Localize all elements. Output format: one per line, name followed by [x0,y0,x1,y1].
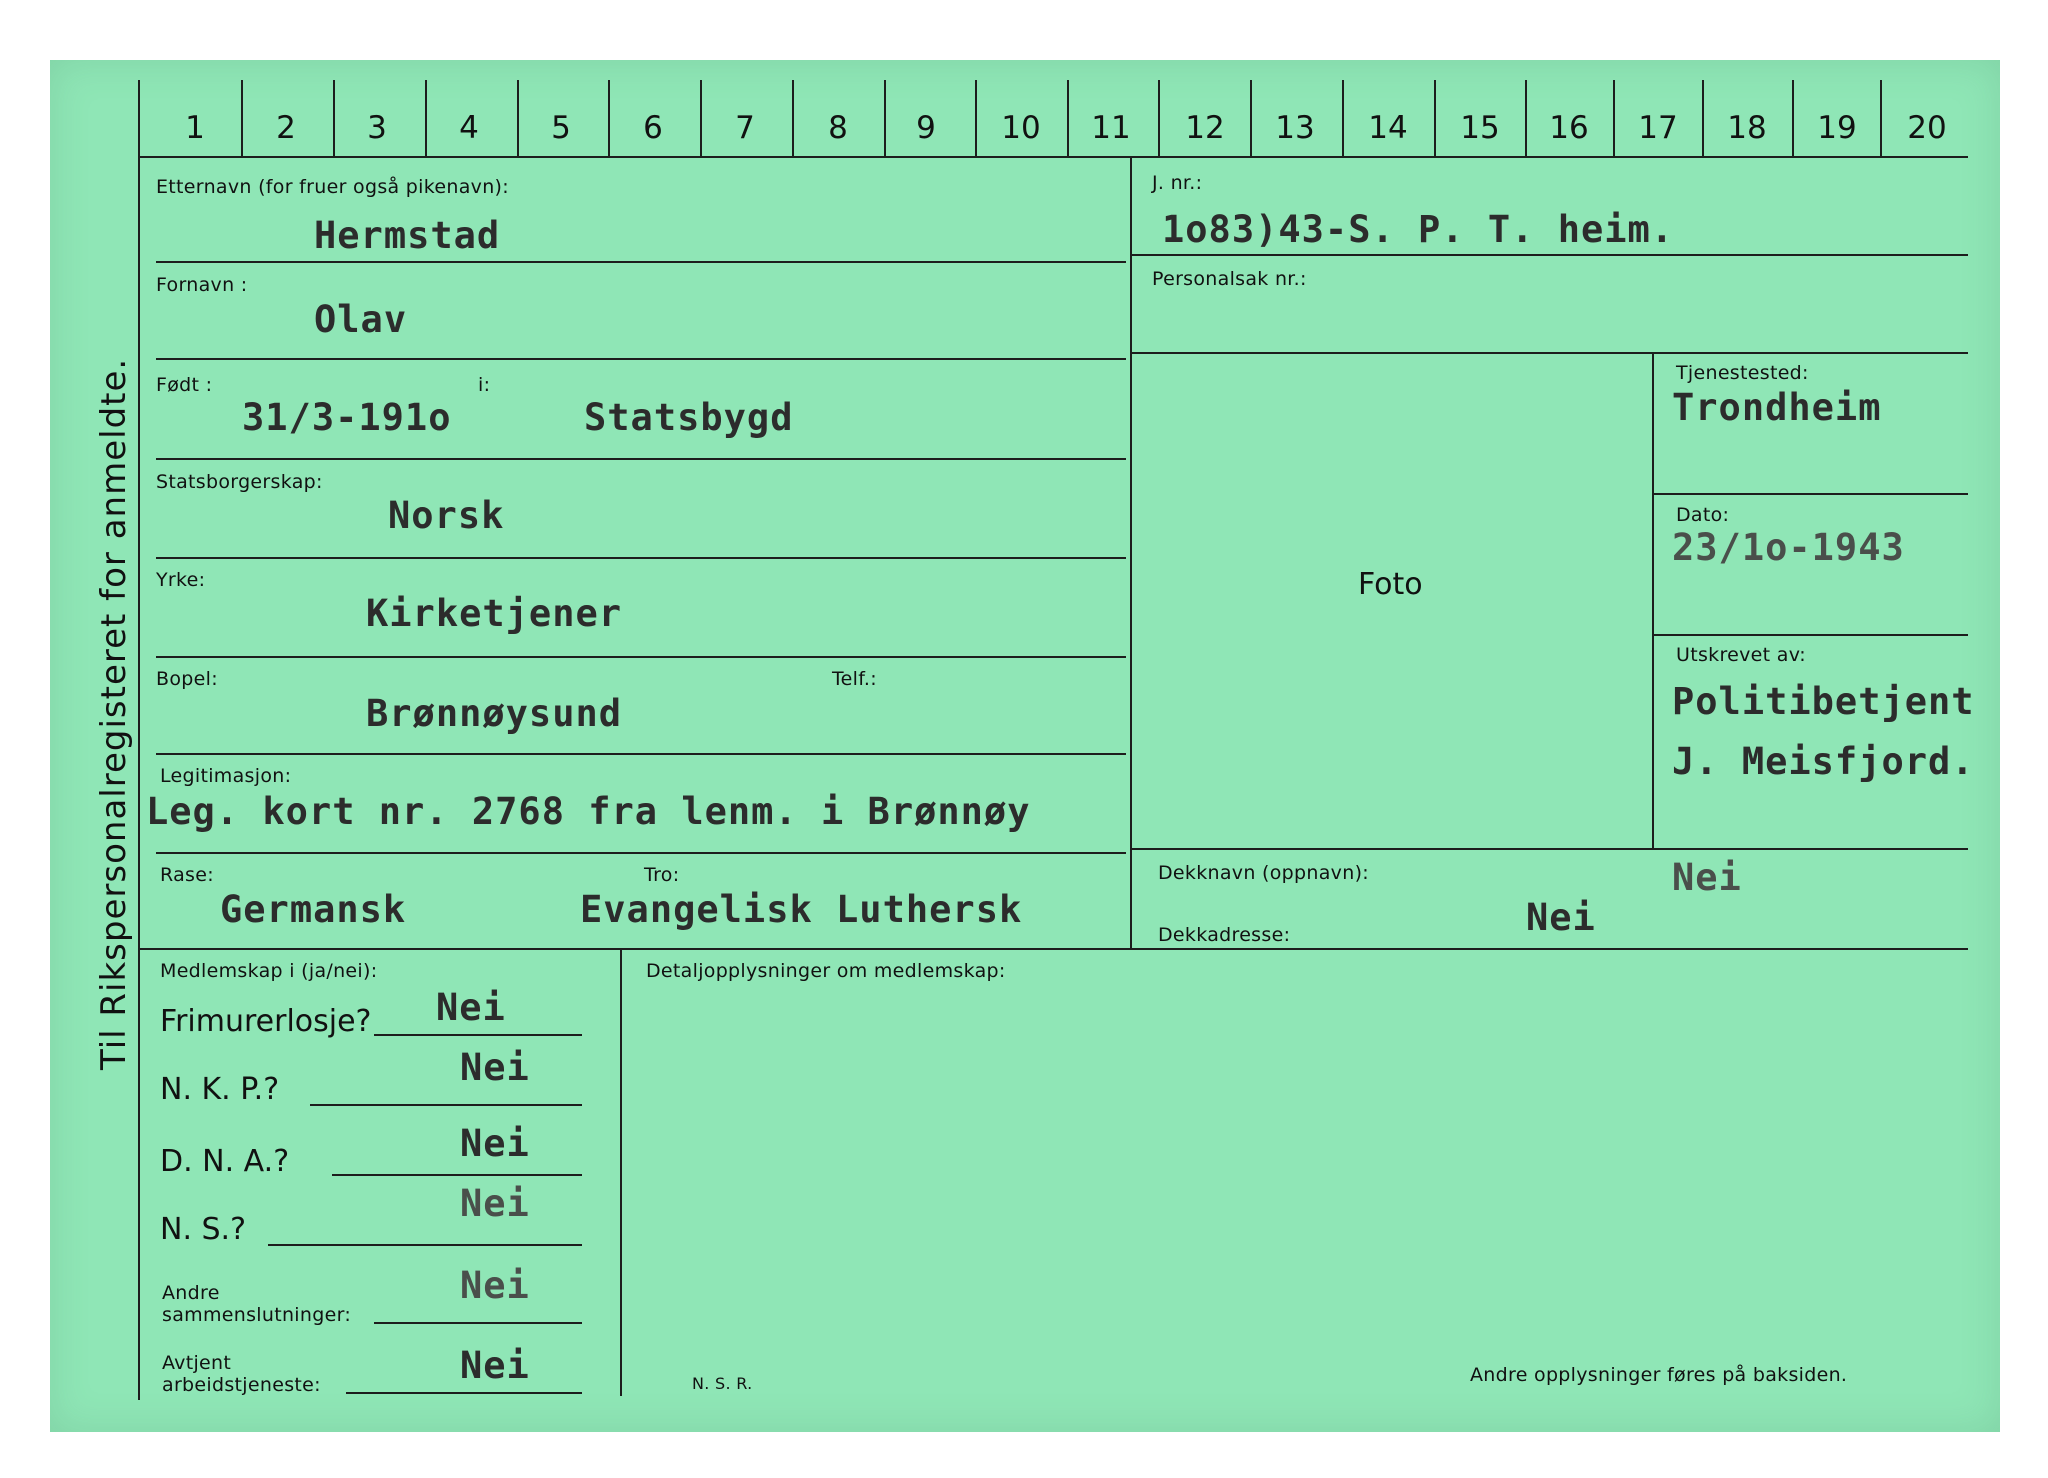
membership-divider [620,950,622,1396]
utskrevet-value-line1: Politibetjent [1672,680,1975,723]
answer-line [332,1174,582,1176]
legitimasjon-label: Legitimasjon: [160,765,292,787]
column-number: 7 [735,110,755,146]
etternavn-label: Etternavn (for fruer også pikenavn): [156,176,509,198]
field-rule [156,852,1126,854]
nkp-label: N. K. P.? [160,1072,280,1107]
statsborgerskap-label: Statsborgerskap: [156,471,323,493]
field-rule [156,261,1126,263]
column-divider [608,80,610,158]
fornavn-value: Olav [314,298,408,341]
andre-label-line1: Andre [162,1282,220,1304]
column-divider [1342,80,1344,158]
fodt-dato-value: 31/3-191o [242,396,452,439]
personalsak-label: Personalsak nr.: [1152,268,1307,290]
column-number: 10 [1001,110,1041,146]
column-number: 17 [1638,110,1678,146]
column-divider [1792,80,1794,158]
medlemskap-label: Medlemskap i (ja/nei): [160,960,378,982]
column-divider [241,80,243,158]
field-rule [1654,493,1968,495]
dekknavn-value: Nei [1672,856,1742,899]
dna-value: Nei [460,1122,530,1165]
column-divider [1250,80,1252,158]
form-left-border [138,80,140,1400]
header-rule [138,156,1968,158]
avtjent-label-line2: arbeidstjeneste: [162,1374,321,1396]
nkp-value: Nei [460,1046,530,1089]
ns-value: Nei [460,1182,530,1225]
column-number: 16 [1549,110,1589,146]
answer-line [374,1034,582,1036]
nsr-mark: N. S. R. [692,1374,753,1393]
column-divider [1702,80,1704,158]
legitimasjon-value: Leg. kort nr. 2768 fra lenm. i Brønnøy [146,790,1031,833]
column-divider [333,80,335,158]
column-divider [1525,80,1527,158]
fodt-sted-value: Statsbygd [584,396,794,439]
field-rule [156,753,1126,755]
avtjent-label-line1: Avtjent [162,1352,232,1374]
dna-label: D. N. A.? [160,1144,290,1179]
column-number: 8 [828,110,848,146]
field-rule [1132,848,1968,850]
field-rule [156,557,1126,559]
column-number: 5 [551,110,571,146]
column-divider [1434,80,1436,158]
utskrevet-value-line2: J. Meisfjord. [1672,740,1975,783]
field-rule [1132,254,1968,256]
right-column-divider [1652,354,1654,848]
andre-value: Nei [460,1264,530,1307]
column-number: 11 [1091,110,1131,146]
jnr-value: 1o83)43-S. P. T. heim. [1162,208,1675,251]
ns-label: N. S.? [160,1212,247,1247]
field-rule [156,656,1126,658]
tjenestested-label: Tjenestested: [1676,362,1809,384]
column-number: 3 [367,110,387,146]
fodt-sted-label: i: [478,374,491,396]
dato-label: Dato: [1676,504,1730,526]
section-rule [138,948,1968,950]
main-divider [1130,158,1132,950]
dato-value: 23/1o-1943 [1672,526,1905,569]
column-number: 14 [1368,110,1408,146]
column-divider [975,80,977,158]
column-number: 13 [1275,110,1315,146]
column-number: 6 [643,110,663,146]
field-rule [1654,634,1968,636]
foto-label: Foto [1358,567,1423,602]
fornavn-label: Fornavn : [156,274,248,296]
rase-label: Rase: [160,864,214,886]
column-number-row [0,70,2048,160]
etternavn-value: Hermstad [314,214,501,257]
telf-label: Telf.: [832,668,877,690]
detalj-label: Detaljopplysninger om medlemskap: [646,960,1006,982]
column-divider [884,80,886,158]
column-divider [1158,80,1160,158]
column-number: 9 [916,110,936,146]
bopel-label: Bopel: [156,668,218,690]
yrke-value: Kirketjener [366,592,623,635]
dekknavn-label: Dekknavn (oppnavn): [1158,862,1369,884]
bopel-value: Brønnøysund [366,692,623,735]
fodt-label: Født : [156,374,213,396]
answer-line [346,1392,582,1394]
answer-line [374,1322,582,1324]
tro-value: Evangelisk Luthersk [580,888,1023,931]
rase-value: Germansk [220,888,407,931]
column-number: 20 [1907,110,1947,146]
column-number: 19 [1817,110,1857,146]
column-number: 4 [459,110,479,146]
column-number: 1 [185,110,205,146]
andre-label-line2: sammenslutninger: [162,1304,352,1326]
column-divider [1880,80,1882,158]
column-number: 2 [276,110,296,146]
column-divider [700,80,702,158]
utskrevet-label: Utskrevet av: [1676,644,1806,666]
yrke-label: Yrke: [156,569,206,591]
tjenestested-value: Trondheim [1672,386,1882,429]
dekkadresse-label: Dekkadresse: [1158,924,1291,946]
frimurerlosje-label: Frimurerlosje? [160,1004,372,1039]
answer-line [268,1244,582,1246]
column-divider [425,80,427,158]
tro-label: Tro: [644,864,680,886]
side-text: Til Rikspersonalregisteret for anmeldte. [94,357,134,1070]
column-number: 15 [1460,110,1500,146]
column-number: 12 [1185,110,1225,146]
dekkadresse-value: Nei [1526,896,1596,939]
answer-line [310,1104,582,1106]
column-divider [1613,80,1615,158]
field-rule [156,358,1126,360]
footer-note: Andre opplysninger føres på baksiden. [1470,1364,1848,1386]
field-rule [1132,352,1968,354]
jnr-label: J. nr.: [1152,172,1203,194]
frimurerlosje-value: Nei [436,986,506,1029]
column-divider [1067,80,1069,158]
statsborgerskap-value: Norsk [388,494,505,537]
field-rule [156,458,1126,460]
avtjent-value: Nei [460,1344,530,1387]
column-divider [517,80,519,158]
column-number: 18 [1727,110,1767,146]
column-divider [792,80,794,158]
